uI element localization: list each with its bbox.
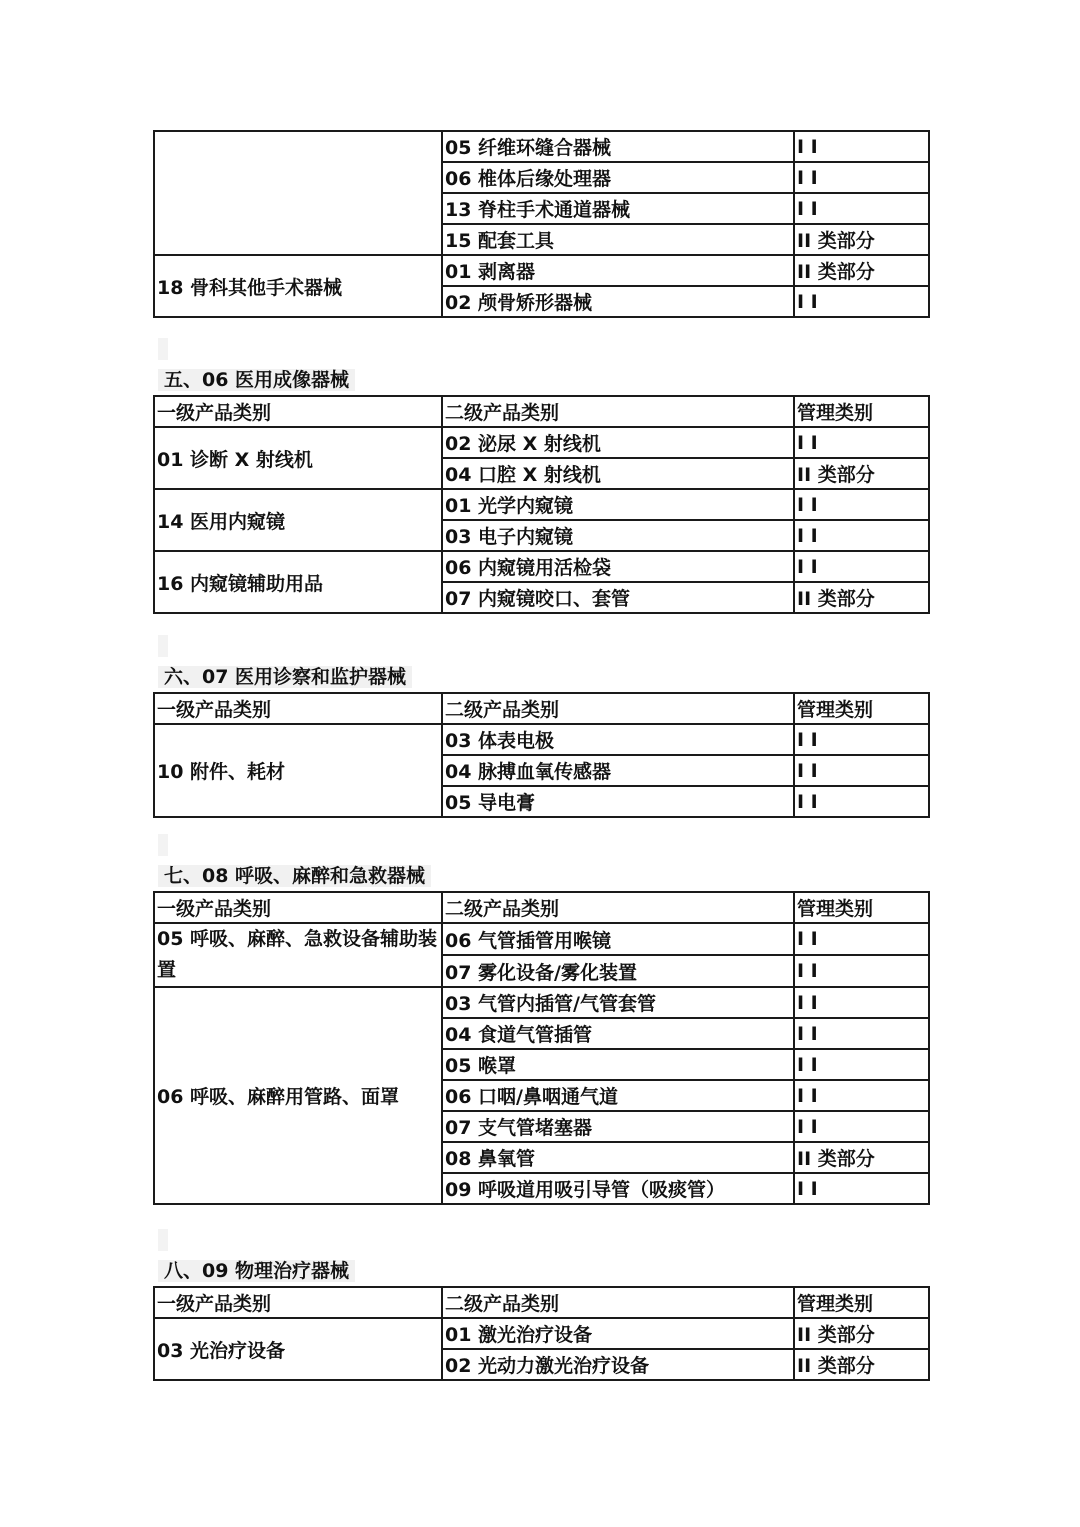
management-class-cell: I I (794, 193, 929, 224)
management-class-cell: II 类部分 (794, 582, 929, 613)
secondary-category-cell: 06 椎体后缘处理器 (442, 162, 794, 193)
secondary-category-cell: 03 气管内插管/气管套管 (442, 987, 794, 1018)
management-class-cell: I I (794, 1080, 929, 1111)
secondary-category-cell: 07 内窥镜咬口、套管 (442, 582, 794, 613)
table-row (154, 255, 929, 286)
management-class-cell: I I (794, 520, 929, 551)
primary-category-cell: 05 呼吸、麻醉、急救设备辅助装置 (154, 923, 442, 987)
secondary-category-cell: 06 内窥镜用活检袋 (442, 551, 794, 582)
management-class-cell: I I (794, 489, 929, 520)
secondary-category-cell: 04 食道气管插管 (442, 1018, 794, 1049)
secondary-category-cell: 02 泌尿 X 射线机 (442, 427, 794, 458)
section-title-respiratory: 七、08 呼吸、麻醉和急救器械 (158, 865, 431, 887)
management-class-cell: I I (794, 955, 929, 987)
management-class-cell: II 类部分 (794, 224, 929, 255)
table-header-row (154, 1287, 929, 1318)
secondary-category-cell: 15 配套工具 (442, 224, 794, 255)
management-class-cell: II 类部分 (794, 1318, 929, 1349)
primary-category-cell: 01 诊断 X 射线机 (154, 427, 442, 489)
secondary-category-cell: 05 纤维环缝合器械 (442, 131, 794, 162)
table-respiratory (153, 891, 930, 1205)
paragraph-marker (158, 834, 168, 856)
secondary-category-cell: 08 鼻氧管 (442, 1142, 794, 1173)
table-header-row (154, 396, 929, 427)
secondary-category-cell: 01 光学内窥镜 (442, 489, 794, 520)
management-class-cell: I I (794, 1173, 929, 1204)
header-secondary: 二级产品类别 (442, 1287, 794, 1318)
header-management: 管理类别 (794, 693, 929, 724)
management-class-cell: I I (794, 923, 929, 955)
primary-category-cell: 18 骨科其他手术器械 (154, 255, 442, 317)
table-row (154, 987, 929, 1018)
table-diagnosis-monitoring (153, 692, 930, 818)
section-title-diagnosis-monitoring: 六、07 医用诊察和监护器械 (158, 666, 412, 688)
header-secondary: 二级产品类别 (442, 396, 794, 427)
header-management: 管理类别 (794, 1287, 929, 1318)
table-header-row (154, 693, 929, 724)
header-primary: 一级产品类别 (154, 396, 442, 427)
management-class-cell: I I (794, 755, 929, 786)
management-class-cell: I I (794, 786, 929, 817)
table-physical-therapy (153, 1286, 930, 1381)
secondary-category-cell: 06 口咽/鼻咽通气道 (442, 1080, 794, 1111)
table-row (154, 131, 929, 162)
management-class-cell: I I (794, 286, 929, 317)
management-class-cell: I I (794, 724, 929, 755)
primary-category-cell: 16 内窥镜辅助用品 (154, 551, 442, 613)
management-class-cell: I I (794, 1049, 929, 1080)
section-title-physical-therapy: 八、09 物理治疗器械 (158, 1260, 355, 1282)
secondary-category-cell: 03 电子内窥镜 (442, 520, 794, 551)
primary-category-cell: 03 光治疗设备 (154, 1318, 442, 1380)
table-imaging (153, 395, 930, 614)
header-primary: 一级产品类别 (154, 1287, 442, 1318)
management-class-cell: II 类部分 (794, 458, 929, 489)
management-class-cell: I I (794, 162, 929, 193)
header-management: 管理类别 (794, 892, 929, 923)
management-class-cell: I I (794, 987, 929, 1018)
management-class-cell: I I (794, 427, 929, 458)
primary-category-cell: 06 呼吸、麻醉用管路、面罩 (154, 987, 442, 1204)
secondary-category-cell: 05 喉罩 (442, 1049, 794, 1080)
table-row (154, 427, 929, 458)
management-class-cell: II 类部分 (794, 255, 929, 286)
paragraph-marker (158, 338, 168, 360)
table-row (154, 1318, 929, 1349)
management-class-cell: I I (794, 131, 929, 162)
header-primary: 一级产品类别 (154, 693, 442, 724)
paragraph-marker (158, 1229, 168, 1251)
secondary-category-cell: 04 口腔 X 射线机 (442, 458, 794, 489)
secondary-category-cell: 01 剥离器 (442, 255, 794, 286)
header-management: 管理类别 (794, 396, 929, 427)
secondary-category-cell: 09 呼吸道用吸引导管（吸痰管） (442, 1173, 794, 1204)
secondary-category-cell: 03 体表电极 (442, 724, 794, 755)
secondary-category-cell: 07 支气管堵塞器 (442, 1111, 794, 1142)
primary-category-cell (154, 131, 442, 255)
secondary-category-cell: 02 颅骨矫形器械 (442, 286, 794, 317)
paragraph-marker (158, 635, 168, 657)
secondary-category-cell: 05 导电膏 (442, 786, 794, 817)
section-title-imaging: 五、06 医用成像器械 (158, 369, 355, 391)
secondary-category-cell: 06 气管插管用喉镜 (442, 923, 794, 955)
table-row (154, 489, 929, 520)
management-class-cell: I I (794, 551, 929, 582)
primary-category-cell: 14 医用内窥镜 (154, 489, 442, 551)
management-class-cell: I I (794, 1018, 929, 1049)
management-class-cell: II 类部分 (794, 1142, 929, 1173)
management-class-cell: I I (794, 1111, 929, 1142)
table-row (154, 923, 929, 955)
primary-category-cell: 10 附件、耗材 (154, 724, 442, 817)
header-primary: 一级产品类别 (154, 892, 442, 923)
secondary-category-cell: 04 脉搏血氧传感器 (442, 755, 794, 786)
secondary-category-cell: 13 脊柱手术通道器械 (442, 193, 794, 224)
table-orthopedic-continued (153, 130, 930, 318)
table-header-row (154, 892, 929, 923)
table-row (154, 724, 929, 755)
secondary-category-cell: 01 激光治疗设备 (442, 1318, 794, 1349)
secondary-category-cell: 07 雾化设备/雾化装置 (442, 955, 794, 987)
header-secondary: 二级产品类别 (442, 693, 794, 724)
management-class-cell: II 类部分 (794, 1349, 929, 1380)
secondary-category-cell: 02 光动力激光治疗设备 (442, 1349, 794, 1380)
table-row (154, 551, 929, 582)
header-secondary: 二级产品类别 (442, 892, 794, 923)
